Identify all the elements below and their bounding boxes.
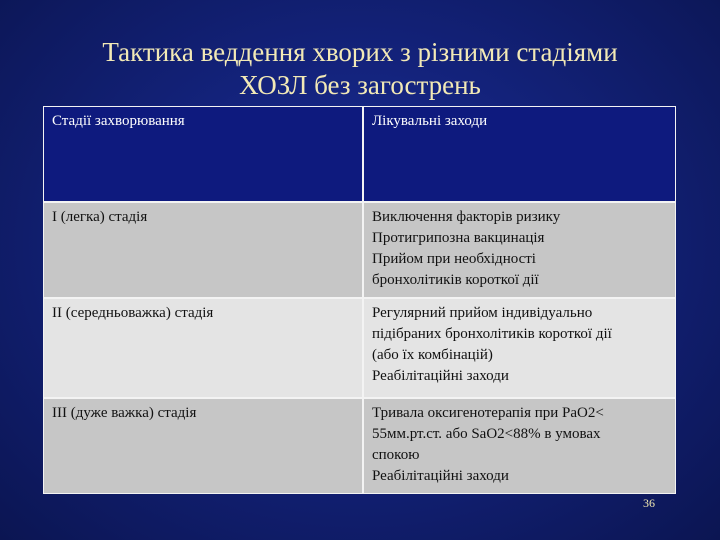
measure-line: 55мм.рт.ст. або SaO2<88% в умовах: [372, 426, 601, 442]
stage-cell: I (легка) стадія: [43, 202, 363, 298]
measure-line: підібраних бронхолітиків короткої дії: [372, 326, 612, 342]
measures-cell: [363, 398, 676, 494]
measure-line: (або їх комбінацій): [372, 347, 493, 363]
measures-cell: [363, 202, 676, 298]
slide-title-line-2: ХОЗЛ без загострень: [239, 70, 481, 100]
slide-title: [0, 36, 720, 102]
measure-line: Виключення факторів ризику: [372, 209, 561, 225]
measure-line: спокою: [372, 447, 420, 463]
measure-line: Прийом при необхідності: [372, 251, 536, 267]
header-stage: Стадії захворювання: [43, 106, 363, 202]
measure-line: Протигрипозна вакцинація: [372, 230, 545, 246]
stage-cell: III (дуже важка) стадія: [43, 398, 363, 494]
measure-line: Регулярний прийом індивідуально: [372, 305, 593, 321]
stage-cell: II (середньоважка) стадія: [43, 298, 363, 398]
table-row: [43, 398, 676, 494]
measure-line: Реабілітаційні заходи: [372, 468, 509, 484]
table-row: [43, 298, 676, 398]
treatment-table: [43, 106, 676, 494]
table-row: [43, 202, 676, 298]
measures-cell: [363, 298, 676, 398]
header-measures: Лікувальні заходи: [363, 106, 676, 202]
measure-line: Тривала оксигенотерапія при PaO2<: [372, 405, 604, 421]
measure-line: бронхолітиків короткої дії: [372, 272, 539, 288]
measure-line: Реабілітаційні заходи: [372, 368, 509, 384]
table-header-row: [43, 106, 676, 202]
slide-title-line-1: Тактика веддення хворих з різними стадіями: [102, 37, 618, 67]
page-number: 36: [643, 496, 655, 510]
